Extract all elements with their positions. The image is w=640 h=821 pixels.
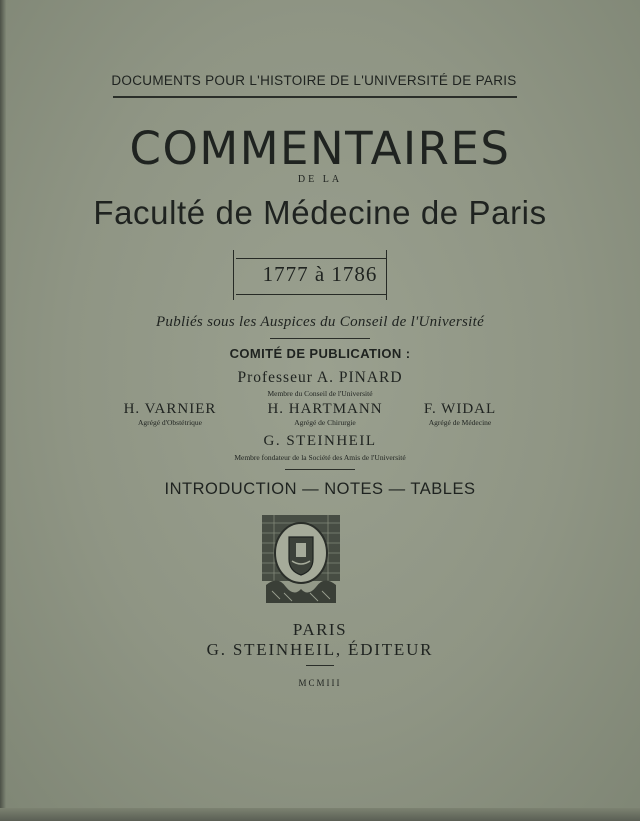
committee-top-rule xyxy=(270,338,370,339)
committee-member-name: H. VARNIER xyxy=(123,401,217,417)
committee-member-role: Agrégé d'Obstétrique xyxy=(137,418,203,427)
committee-member-name: H. HARTMANN xyxy=(267,401,383,417)
series-rule xyxy=(113,96,517,98)
committee-bottom-rule xyxy=(285,469,355,470)
committee-member xyxy=(95,401,245,427)
committee-member-role: Agrégé de Chirurgie xyxy=(294,418,356,427)
imprint-city: PARIS xyxy=(292,620,348,639)
imprint-year: MCMIII xyxy=(298,678,342,688)
imprint-publisher: G. STEINHEIL, ÉDITEUR xyxy=(206,640,434,659)
main-title: COMMENTAIRES xyxy=(129,122,511,175)
committee-member-role: Agrégé de Médecine xyxy=(428,418,492,427)
committee-president-role: Membre du Conseil de l'Université xyxy=(267,389,373,398)
committee-member xyxy=(385,401,535,427)
subtitle: Faculté de Médecine de Paris xyxy=(93,194,547,231)
date-range: 1777 à 1786 xyxy=(262,262,378,286)
title-connector: DE LA xyxy=(297,174,343,185)
committee-founder-role: Membre fondateur de la Société des Amis de l'Université xyxy=(234,453,406,462)
series-title: DOCUMENTS POUR L'HISTOIRE DE L'UNIVERSITÉ DE PARIS xyxy=(111,73,517,88)
committee-president-name: Professeur A. PINARD xyxy=(237,369,403,386)
imprint-rule xyxy=(306,665,334,666)
committee-heading: COMITÉ DE PUBLICATION : xyxy=(229,346,411,361)
university-crest-icon xyxy=(256,513,346,608)
page-bottom-edge xyxy=(0,808,640,821)
committee-founder-name: G. STEINHEIL xyxy=(263,433,377,449)
publication-note: Publiés sous les Auspices du Conseil de l'Université xyxy=(155,314,485,330)
contents-line: INTRODUCTION — NOTES — TABLES xyxy=(164,480,476,498)
committee-member-name: F. WIDAL xyxy=(423,401,497,417)
